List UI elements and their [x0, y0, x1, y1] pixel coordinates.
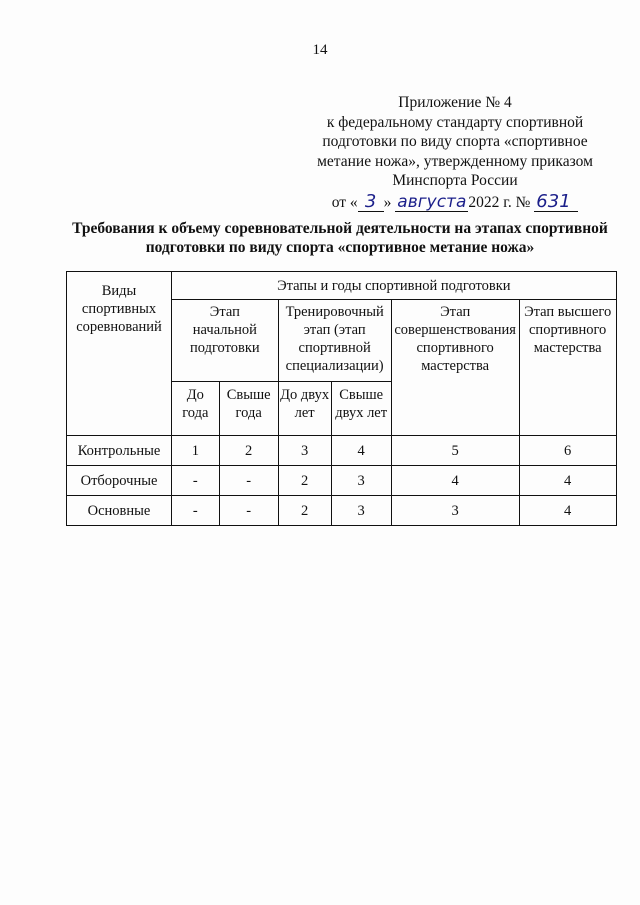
header-year-over-2: Свыше двух лет [331, 382, 391, 436]
handwritten-month: августа [397, 191, 467, 212]
header-year-up-to-1: До года [172, 382, 220, 436]
table-cell: 3 [331, 496, 391, 526]
date-prefix: от « [331, 193, 358, 211]
row-label: Основные [67, 496, 172, 526]
table-cell: - [172, 466, 220, 496]
title-line-2: подготовки по виду спорта «спортивное метание ножа» [145, 239, 535, 256]
table-cell: - [219, 466, 278, 496]
table-cell: 2 [278, 496, 331, 526]
table-cell: 4 [331, 436, 391, 466]
date-close-quote: » [383, 193, 392, 211]
table-cell: 4 [519, 496, 616, 526]
row-label: Контрольные [67, 436, 172, 466]
table-cell: 2 [219, 436, 278, 466]
handwritten-order-number: 631 [534, 193, 578, 212]
requirements-table [66, 271, 617, 526]
header-year-over-1: Свыше года [219, 382, 278, 436]
title-line-1: Требования к объему соревновательной деятельности на этапах спортивной [72, 220, 608, 237]
header-stage-higher: Этап высшего спортивного мастерства [519, 300, 616, 436]
header-stage-training: Тренировочный этап (этап спортивной специализации) [278, 300, 391, 382]
table-cell: 3 [331, 466, 391, 496]
header-competition-types: Виды спортивных соревнований [67, 272, 172, 436]
appendix-line-3: подготовки по виду спорта «спортивное [322, 133, 588, 150]
table-row [67, 496, 617, 526]
appendix-line-1: Приложение № 4 [398, 94, 512, 111]
table-cell: - [172, 496, 220, 526]
appendix-line-5: Минспорта России [392, 172, 518, 189]
table-cell: 5 [391, 436, 519, 466]
table-row [67, 466, 617, 496]
year-text: 2022 г. № [468, 193, 531, 211]
row-label: Отборочные [67, 466, 172, 496]
table-cell: - [219, 496, 278, 526]
table-cell: 2 [278, 466, 331, 496]
table-cell: 4 [519, 466, 616, 496]
appendix-line-4: метание ножа», утвержденному приказом [317, 152, 593, 170]
appendix-block [300, 93, 610, 212]
handwritten-day: 3 [358, 193, 384, 212]
table-cell: 6 [519, 436, 616, 466]
header-year-up-to-2: До двух лет [278, 382, 331, 436]
table-cell: 3 [391, 496, 519, 526]
page-number: 14 [312, 42, 328, 58]
appendix-line-2: к федеральному стандарту спортивной [326, 113, 584, 131]
table-row [67, 436, 617, 466]
table-cell: 3 [278, 436, 331, 466]
header-stage-improvement: Этап совершенствования спортивного мастерства [391, 300, 519, 436]
header-stage-initial: Этап начальной подготовки [172, 300, 279, 382]
document-title [60, 219, 620, 257]
header-stages-years: Этапы и годы спортивной подготовки [172, 272, 617, 300]
table-cell: 1 [172, 436, 220, 466]
appendix-date-line [300, 190, 610, 213]
table-cell: 4 [391, 466, 519, 496]
